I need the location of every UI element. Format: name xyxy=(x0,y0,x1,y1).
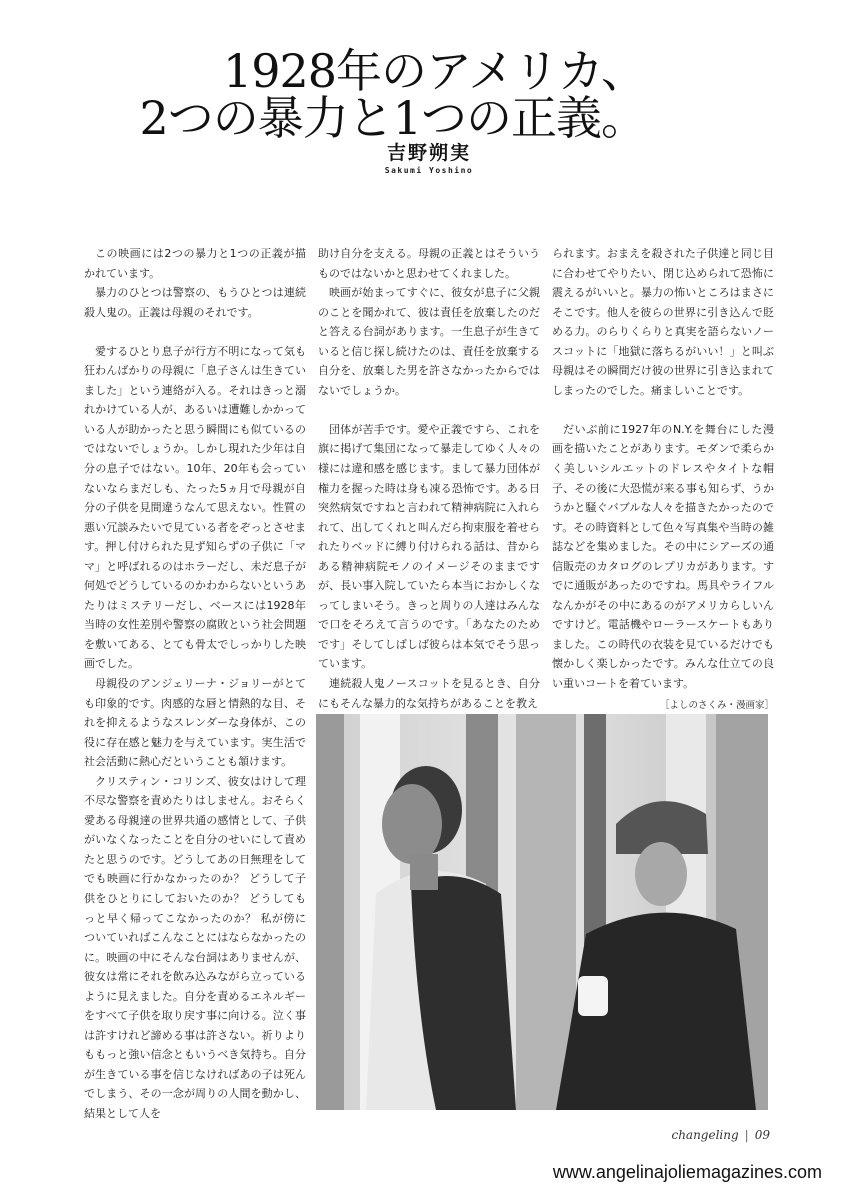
paragraph: 団体が苦手です。愛や正義ですら、これを旗に掲げて集団になって暴走してゆく人々の様には違和感を感じます。まして暴力団体が権力を握った時は身も凍る恐怖です。ある日突然病気ですねと言われて精神病院に入れられて、出してくれと叫んだら拘束服を着せられたりベッドに縛り付けられる話は、昔からある精神病院モノのイメージそのままですが、長い事入院していたら本当におかしくなってしまいそう。きっと周りの人達はみんなで口をそろえて言うのです。「あなたのためです」そしてしばしば彼らは本気でそう思っています。 xyxy=(318,422,540,671)
title-line-2: 2つの暴力と1つの正義。 xyxy=(139,90,646,145)
author-name-en: Sakumi Yoshino xyxy=(384,166,474,175)
article-title xyxy=(139,44,646,145)
author-name-ja: 吉野朔実 xyxy=(386,142,471,164)
watermark-url: www.angelinajoliemagazines.com xyxy=(552,1162,822,1182)
paragraph: 映画が始まってすぐに、彼女が息子に父親のことを聞かれて、彼は責任を放棄したのだと答える台詞があります。一生息子が生きていると信じ探し続けたのは、責任を放棄する自分を、放棄した男を許さなかったからではないでしょうか。 xyxy=(318,286,540,397)
paragraph: られます。おまえを殺された子供達と同じ目に合わせてやりたい、閉じ込められて恐怖に震えるがいいと。暴力の怖いところはまさにそこです。他人を彼らの世界に引き込んで貶める力。のらりくらりと真実を語らないノースコットに「地獄に落ちるがいい！」と叫ぶ母親はその瞬間だけ彼の世界に引き込まれてしまったのでした。痛ましいことです。 xyxy=(552,247,774,397)
paragraph: 助け自分を支える。母親の正義とはそういうものではないかと思わせてくれました。 xyxy=(318,247,540,280)
title-line-1: 1928年のアメリカ、 xyxy=(222,44,646,98)
paragraph: 愛するひとり息子が行方不明になって気も狂わんばかりの母親に「息子さんは生きていました」という連絡が入る。それはきっと溺れかけている人が、あるいは遭難しかかっている人が助かったと思う瞬間にも似ているのではないでしょうか。しかし現れた少年は自分の息子ではない。10年、20年も会っていないならまだしも、たった5ヵ月で母親が自分の子供を見間違うなんて思えない。性質の悪い冗談みたいで見ている者をぞっとさせます。押し付けられた見ず知らずの子供に「ママ」と呼ばれるのはホラーだし、未だ息子が何処でどうしているのかわからないというあたりはミステリーだし、ベースには1928年当時の女性差別や警察の腐敗という社会問題を敷いてある、とても骨太でしっかりした映画でした。 xyxy=(84,344,306,671)
paragraph: この映画には2つの暴力と1つの正義が描かれています。 xyxy=(84,247,306,280)
text-column-2 xyxy=(318,244,540,713)
paragraph: 連続殺人鬼ノースコットを見るとき、自分にもそんな暴力的な気持ちがあることを教え xyxy=(318,676,540,710)
footer-separator: | xyxy=(744,1128,749,1142)
magazine-name: changeling xyxy=(671,1128,739,1142)
text-column-3 xyxy=(552,244,774,715)
paragraph: 暴力のひとつは警察の、もうひとつは連続殺人鬼の。正義は母親のそれです。 xyxy=(84,286,306,319)
author-credit: ［よしのさくみ・漫画家］ xyxy=(659,699,774,711)
author-byline xyxy=(372,138,486,175)
film-still-photo xyxy=(316,714,768,1110)
paragraph: クリスティン・コリンズ、彼女はけして理不尽な警察を責めたりはしません。おそらく愛ある母親達の世界共通の感情として、子供がいなくなったことを自分のせいにして責めたと思うのです。どうしてあの日無理をしてでも映画に行かなかったのか？ どうして子供をひとりにしておいたのか？ どうしてもっと早く帰ってこなかったのか？ 私が傍についていればこんなことにはならなかったのに。映画の中にそんな台詞はありませんが、彼女は常にそれを飲み込みながら立っているように見えました。自分を責めるエネルギーをすべて子供を取り戻す事に向ける。泣く事は許すけれど諦める事は許さない。祈りよりももっと強い信念ともいうべき気持ち。自分が生きている事を信じなければあの子は死んでしまう、その一念が周りの人間を動かし、結果として人を xyxy=(84,774,306,1121)
paragraph: だいぶ前に1927年のN.Y.を舞台にした漫画を描いたことがあります。モダンで柔らかく美しいシルエットのドレスやタイトな帽子、その後に大恐慌が来る事も知らず、うかうかと騒ぐバブルな人々を描きたかったのです。その時資料として色々写真集や当時の雑誌などを集めました。その中にシアーズの通信販売のカタログのレプリカがあります。すでに通販があったのですね。馬具やライフルなんかがその中にあるのがアメリカらしいんですけど。電話機やローラースケートもありました。この時代の衣装を見ているだけでも懐かしく楽しかったです。みんな仕立ての良い重いコートを着ています。 xyxy=(552,422,774,690)
page-footer xyxy=(671,1128,770,1142)
page-number: 09 xyxy=(754,1128,770,1142)
text-column-1 xyxy=(84,244,306,1124)
paragraph: 母親役のアンジェリーナ・ジョリーがとても印象的です。肉感的な唇と情熱的な目、それを抑えるようなスレンダーな身体が、この役に存在感と魅力を与えています。実生活で社会活動に熱心だということも頷けます。 xyxy=(84,676,306,769)
